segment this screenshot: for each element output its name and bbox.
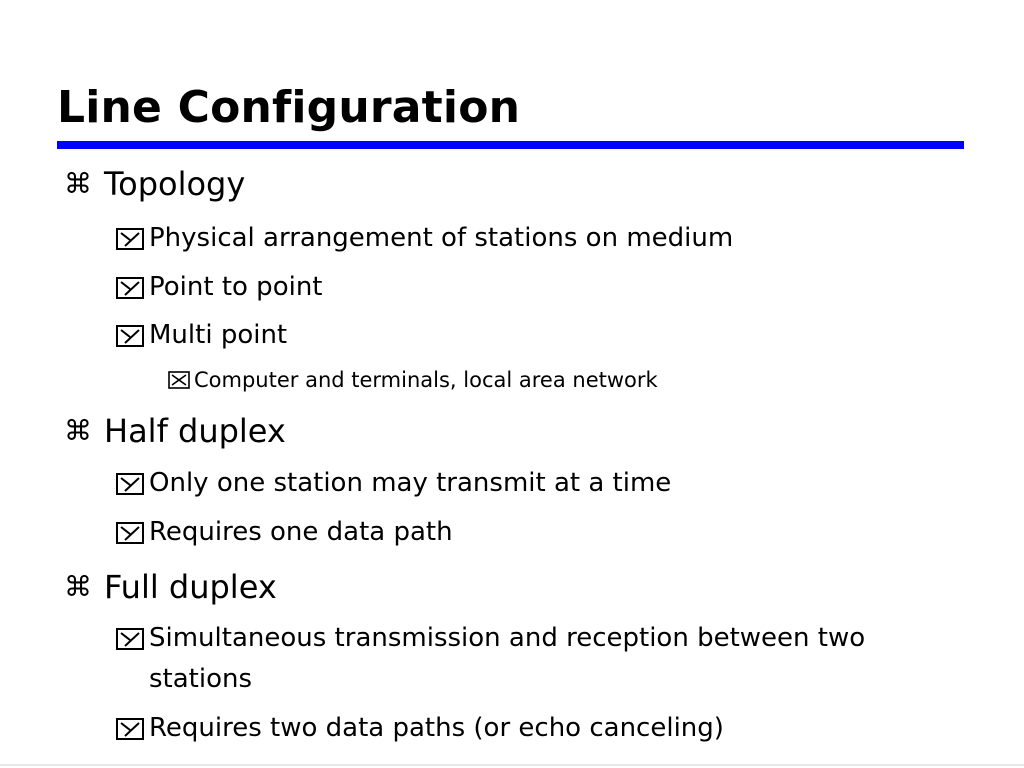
bullet-half-duplex: [64, 411, 286, 451]
sub-bullet-label: Only one station may transmit at a time: [149, 468, 672, 498]
bullet-label: Full duplex: [104, 568, 277, 606]
checked-box-icon: [116, 228, 144, 250]
checked-box-icon: [116, 628, 144, 650]
sub-bullet-label: Requires two data paths (or echo canceling): [149, 713, 724, 743]
checked-box-icon: [116, 277, 144, 299]
sub-sub-bullet-computer-terminals: [168, 366, 658, 394]
bottom-edge-rule: [0, 764, 1024, 766]
sub-bullet-label: Requires one data path: [149, 517, 453, 547]
sub-bullet-only-one-station: [116, 466, 671, 500]
sub-bullet-multi-point: [116, 318, 287, 352]
sub-bullet-requires-two-paths: [116, 711, 724, 745]
command-key-icon: ⌘: [64, 167, 92, 200]
command-key-icon: ⌘: [64, 570, 92, 603]
checked-box-icon: [116, 473, 144, 495]
crossed-box-icon: [168, 371, 190, 389]
sub-bullet-label: Physical arrangement of stations on medium: [149, 223, 734, 253]
command-key-icon: ⌘: [64, 414, 92, 447]
sub-bullet-label: Point to point: [149, 272, 323, 302]
sub-bullet-point-to-point: [116, 270, 323, 304]
slide-title: Line Configuration: [57, 82, 521, 133]
sub-sub-bullet-label: Computer and terminals, local area network: [194, 368, 658, 392]
bullet-label: Topology: [104, 165, 246, 203]
sub-bullet-label: Simultaneous transmission and reception between two stations: [149, 623, 866, 694]
checked-box-icon: [116, 718, 144, 740]
sub-bullet-simultaneous: [116, 621, 909, 700]
sub-bullet-requires-one-path: [116, 515, 453, 549]
bullet-topology: [64, 164, 245, 204]
checked-box-icon: [116, 522, 144, 544]
sub-bullet-physical-arrangement: [116, 221, 733, 255]
sub-bullet-label: Multi point: [149, 320, 288, 350]
checked-box-icon: [116, 325, 144, 347]
bullet-full-duplex: [64, 567, 277, 607]
bullet-label: Half duplex: [104, 412, 286, 450]
title-underline-rule: [57, 141, 964, 149]
